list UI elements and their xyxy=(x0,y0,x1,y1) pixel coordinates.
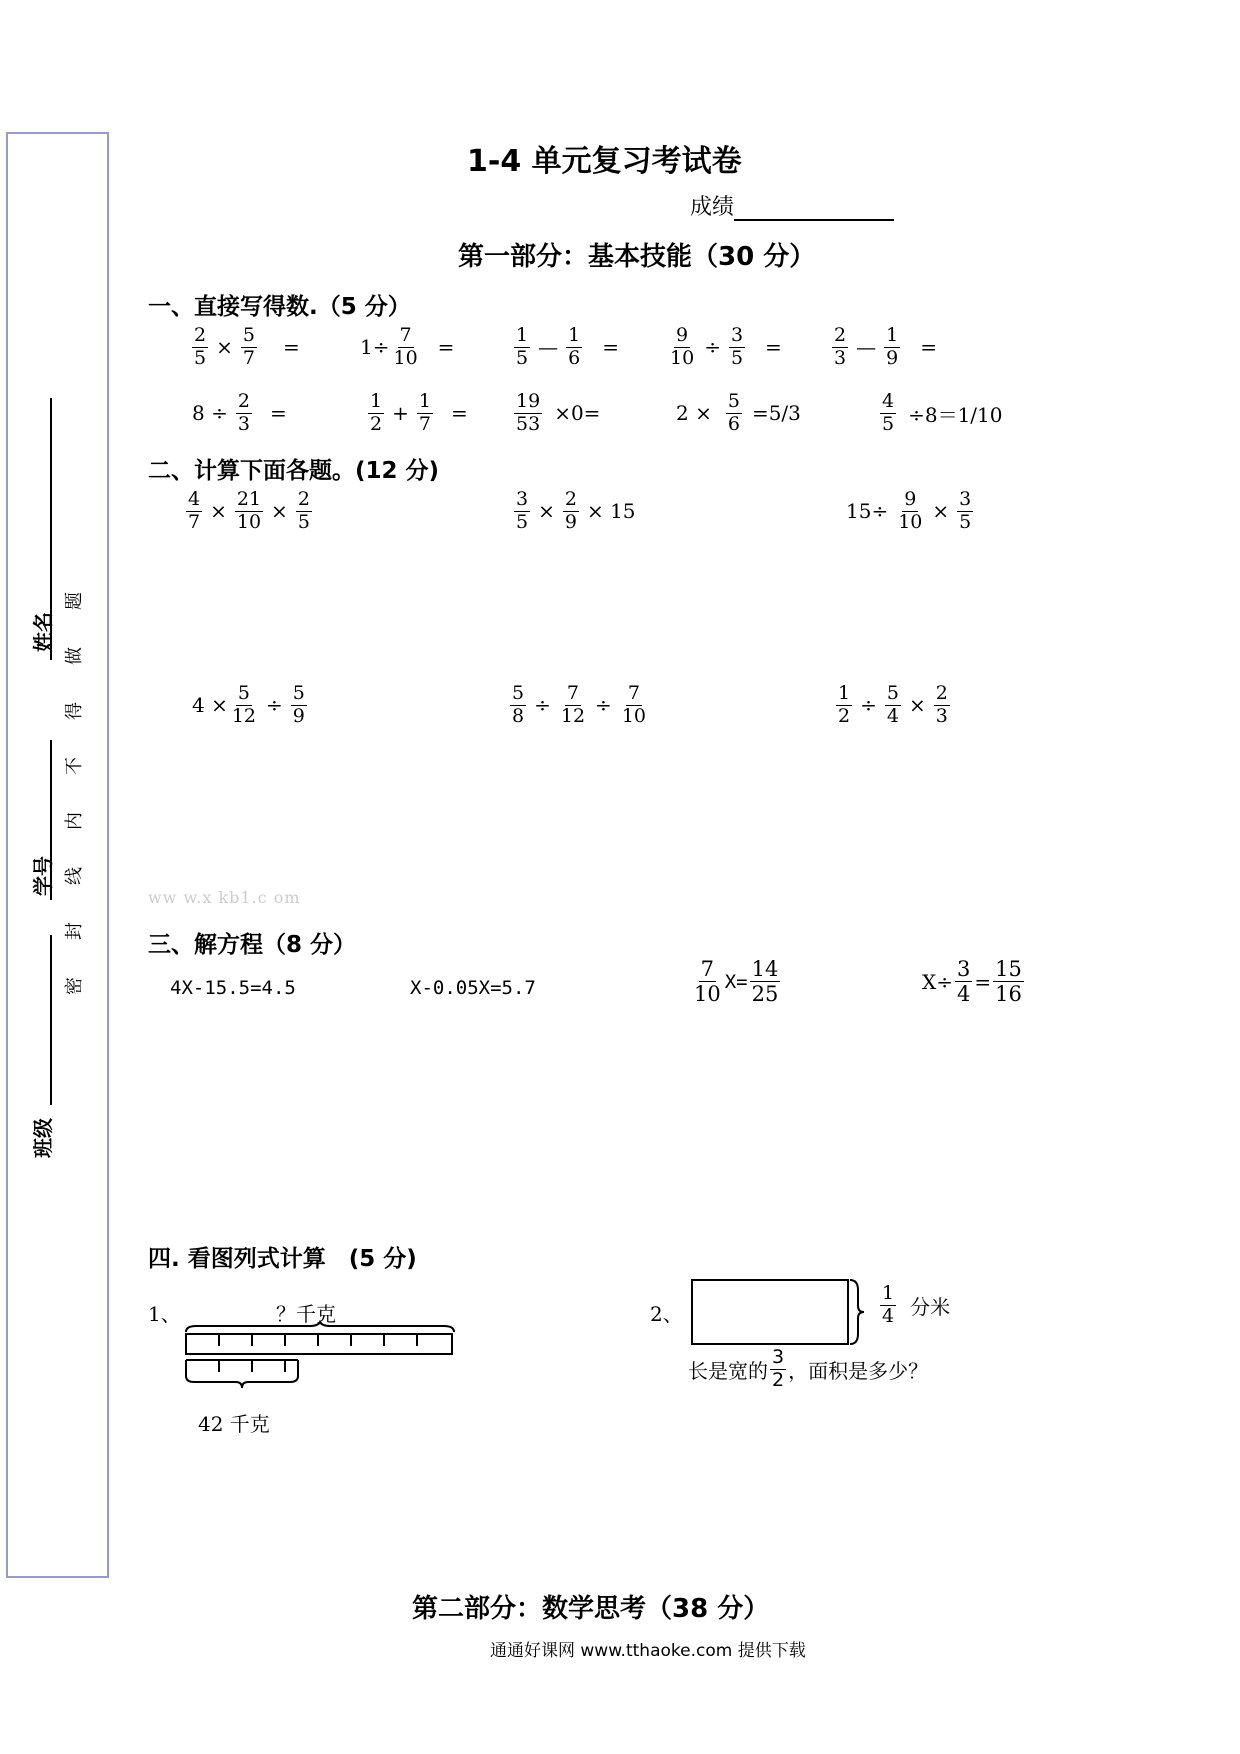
q1-bottom-label: 42 千克 xyxy=(198,1412,270,1436)
number-line xyxy=(50,740,52,900)
fraction: $\frac{5}{6}$ xyxy=(727,390,740,435)
fraction: $\frac{5}{8}$ xyxy=(512,682,525,727)
seal-char: 做 xyxy=(64,647,85,665)
fraction: $\frac{1}{5}$ xyxy=(516,324,529,369)
rectangle xyxy=(692,1280,848,1344)
class-line xyxy=(50,935,52,1105)
fraction: $\frac{2}{5}$ xyxy=(297,488,310,533)
page-title: 1-4 单元复习考试卷 xyxy=(467,144,742,179)
fraction: $\frac{2}{3}$ xyxy=(935,682,948,727)
fraction: $\frac{4}{7}$ xyxy=(188,488,201,533)
fraction: $\frac{2}{9}$ xyxy=(564,488,577,533)
fraction: $\frac{1}{4}$ xyxy=(882,1282,895,1327)
fraction: $\frac{5}{4}$ xyxy=(886,682,899,727)
fraction: $\frac{3}{5}$ xyxy=(516,488,529,533)
s1-r2-e5: $\frac{4}{5}$ ÷8＝1/10 xyxy=(882,390,1003,435)
s1-r2-e4: 2 × $\frac{5}{6}$ =5/3 xyxy=(676,390,801,435)
fraction: $\frac{5}{12}$ xyxy=(231,682,257,727)
fraction: $\frac{1}{2}$ xyxy=(370,390,383,435)
s1-r2-e1: 8 ÷ $\frac{2}{3}$ = xyxy=(192,390,287,435)
equation-2: X-0.05X=5.7 xyxy=(410,977,536,999)
part2-title: 第二部分：数学思考（38 分） xyxy=(412,1594,770,1624)
fraction: $\frac{2}{3}$ xyxy=(834,324,847,369)
q1-top-label: ？千克 xyxy=(276,1302,336,1326)
s1-r1-e4: $\frac{9}{10}$ ÷ $\frac{3}{5}$ = xyxy=(670,324,782,369)
fraction: $\frac{3}{2}$ xyxy=(772,1346,785,1391)
side-brace xyxy=(850,1280,864,1344)
footer-credit: 通通好课网 www.tthaoke.com 提供下载 xyxy=(490,1641,806,1661)
seal-char: 密 xyxy=(64,977,85,995)
s1-r1-e2: 1÷ $\frac{7}{10}$ = xyxy=(360,324,455,369)
class-label: 班级 xyxy=(31,1118,55,1158)
s1-r2-e2: $\frac{1}{2}$ + $\frac{1}{7}$ = xyxy=(370,390,468,435)
section1-heading: 一、直接写得数.（5 分） xyxy=(148,294,411,320)
fraction: $\frac{7}{12}$ xyxy=(560,682,586,727)
s1-r1-e1: $\frac{2}{5}$ × $\frac{5}{7}$ = xyxy=(194,324,300,369)
fraction: $\frac{7}{10}$ xyxy=(393,324,418,369)
q2-question: 长是宽的 $\frac{3}{2}$ ，面积是多少？ xyxy=(688,1346,929,1391)
s1-r2-e3: $\frac{19}{53}$ ×0= xyxy=(516,390,601,435)
lower-bar xyxy=(186,1360,298,1388)
s2-p1: $\frac{4}{7}$ × $\frac{21}{10}$ × $\frac{2}{5}$ xyxy=(188,488,310,533)
fraction: $\frac{7}{10}$ xyxy=(621,682,646,727)
equation-3: $\frac{7}{10}$ X= $\frac{14}{25}$ xyxy=(694,957,779,1007)
q2-side-label: $\frac{1}{4}$ 分米 xyxy=(882,1282,951,1327)
section3-heading: 三、解方程（8 分） xyxy=(148,932,357,958)
bottom-brace xyxy=(186,1376,298,1388)
seal-char: 封 xyxy=(64,922,85,940)
part1-title: 第一部分：基本技能（30 分） xyxy=(458,242,816,272)
fraction: $\frac{3}{5}$ xyxy=(959,488,972,533)
fraction: $\frac{19}{53}$ xyxy=(516,390,541,435)
fraction: $\frac{4}{5}$ xyxy=(882,390,895,435)
fraction: $\frac{21}{10}$ xyxy=(236,488,262,533)
name-line xyxy=(50,398,52,660)
q1-diagram xyxy=(180,1318,460,1398)
seal-char: 题 xyxy=(64,592,85,610)
fraction: $\frac{2}{3}$ xyxy=(237,390,250,435)
segment-ticks xyxy=(219,1334,417,1346)
s2-p4: 4 × $\frac{5}{12}$ ÷ $\frac{5}{9}$ xyxy=(192,682,305,727)
seal-char: 得 xyxy=(64,702,85,720)
fraction: $\frac{9}{10}$ xyxy=(898,488,923,533)
seal-char: 不 xyxy=(64,757,85,775)
equation-1: 4X-15.5=4.5 xyxy=(170,977,296,999)
section4-heading: 四. 看图列式计算 (5 分) xyxy=(148,1246,417,1272)
fraction: $\frac{1}{6}$ xyxy=(568,324,581,369)
section2-heading: 二、计算下面各题。(12 分) xyxy=(148,458,440,484)
fraction: $\frac{15}{16}$ xyxy=(995,957,1022,1007)
fraction: $\frac{3}{5}$ xyxy=(730,324,744,369)
fraction: $\frac{14}{25}$ xyxy=(751,957,779,1007)
seal-char: 内 xyxy=(64,812,85,830)
fraction: $\frac{1}{9}$ xyxy=(886,324,899,369)
s1-r1-e5: $\frac{2}{3}$ — $\frac{1}{9}$ = xyxy=(834,324,937,369)
fraction: $\frac{5}{7}$ xyxy=(242,324,255,369)
s2-p5: $\frac{5}{8}$ ÷ $\frac{7}{12}$ ÷ $\frac{7}{10}$ xyxy=(512,682,646,727)
number-label: 学号 xyxy=(31,856,55,896)
fraction: $\frac{5}{9}$ xyxy=(292,682,305,727)
fraction: $\frac{3}{4}$ xyxy=(957,957,971,1007)
fraction: $\frac{2}{5}$ xyxy=(194,324,207,369)
fraction: $\frac{9}{10}$ xyxy=(670,324,695,369)
score-label: 成绩 xyxy=(690,195,735,220)
q2-number: 2、 xyxy=(650,1302,683,1326)
score-field xyxy=(690,190,894,221)
s1-r1-e3: $\frac{1}{5}$ — $\frac{1}{6}$ = xyxy=(516,324,619,369)
s2-p6: $\frac{1}{2}$ ÷ $\frac{5}{4}$ × $\frac{2}{3}$ xyxy=(838,682,948,727)
s2-p2: $\frac{3}{5}$ × $\frac{2}{9}$ × 15 xyxy=(516,488,636,533)
equation-4: X÷ $\frac{3}{4}$ = $\frac{15}{16}$ xyxy=(922,957,1022,1007)
name-label: 姓名 xyxy=(31,612,55,652)
fraction: $\frac{1}{2}$ xyxy=(838,682,851,727)
binding-frame xyxy=(6,132,109,1578)
q1-number: 1、 xyxy=(148,1302,181,1326)
score-blank xyxy=(734,197,894,221)
fraction: $\frac{7}{10}$ xyxy=(694,957,721,1007)
seal-char: 线 xyxy=(64,867,85,885)
watermark: ww w.x kb1.c om xyxy=(148,888,301,907)
top-brace xyxy=(186,1322,454,1332)
s2-p3: 15÷ $\frac{9}{10}$ × $\frac{3}{5}$ xyxy=(846,488,972,533)
fraction: $\frac{1}{7}$ xyxy=(418,390,431,435)
